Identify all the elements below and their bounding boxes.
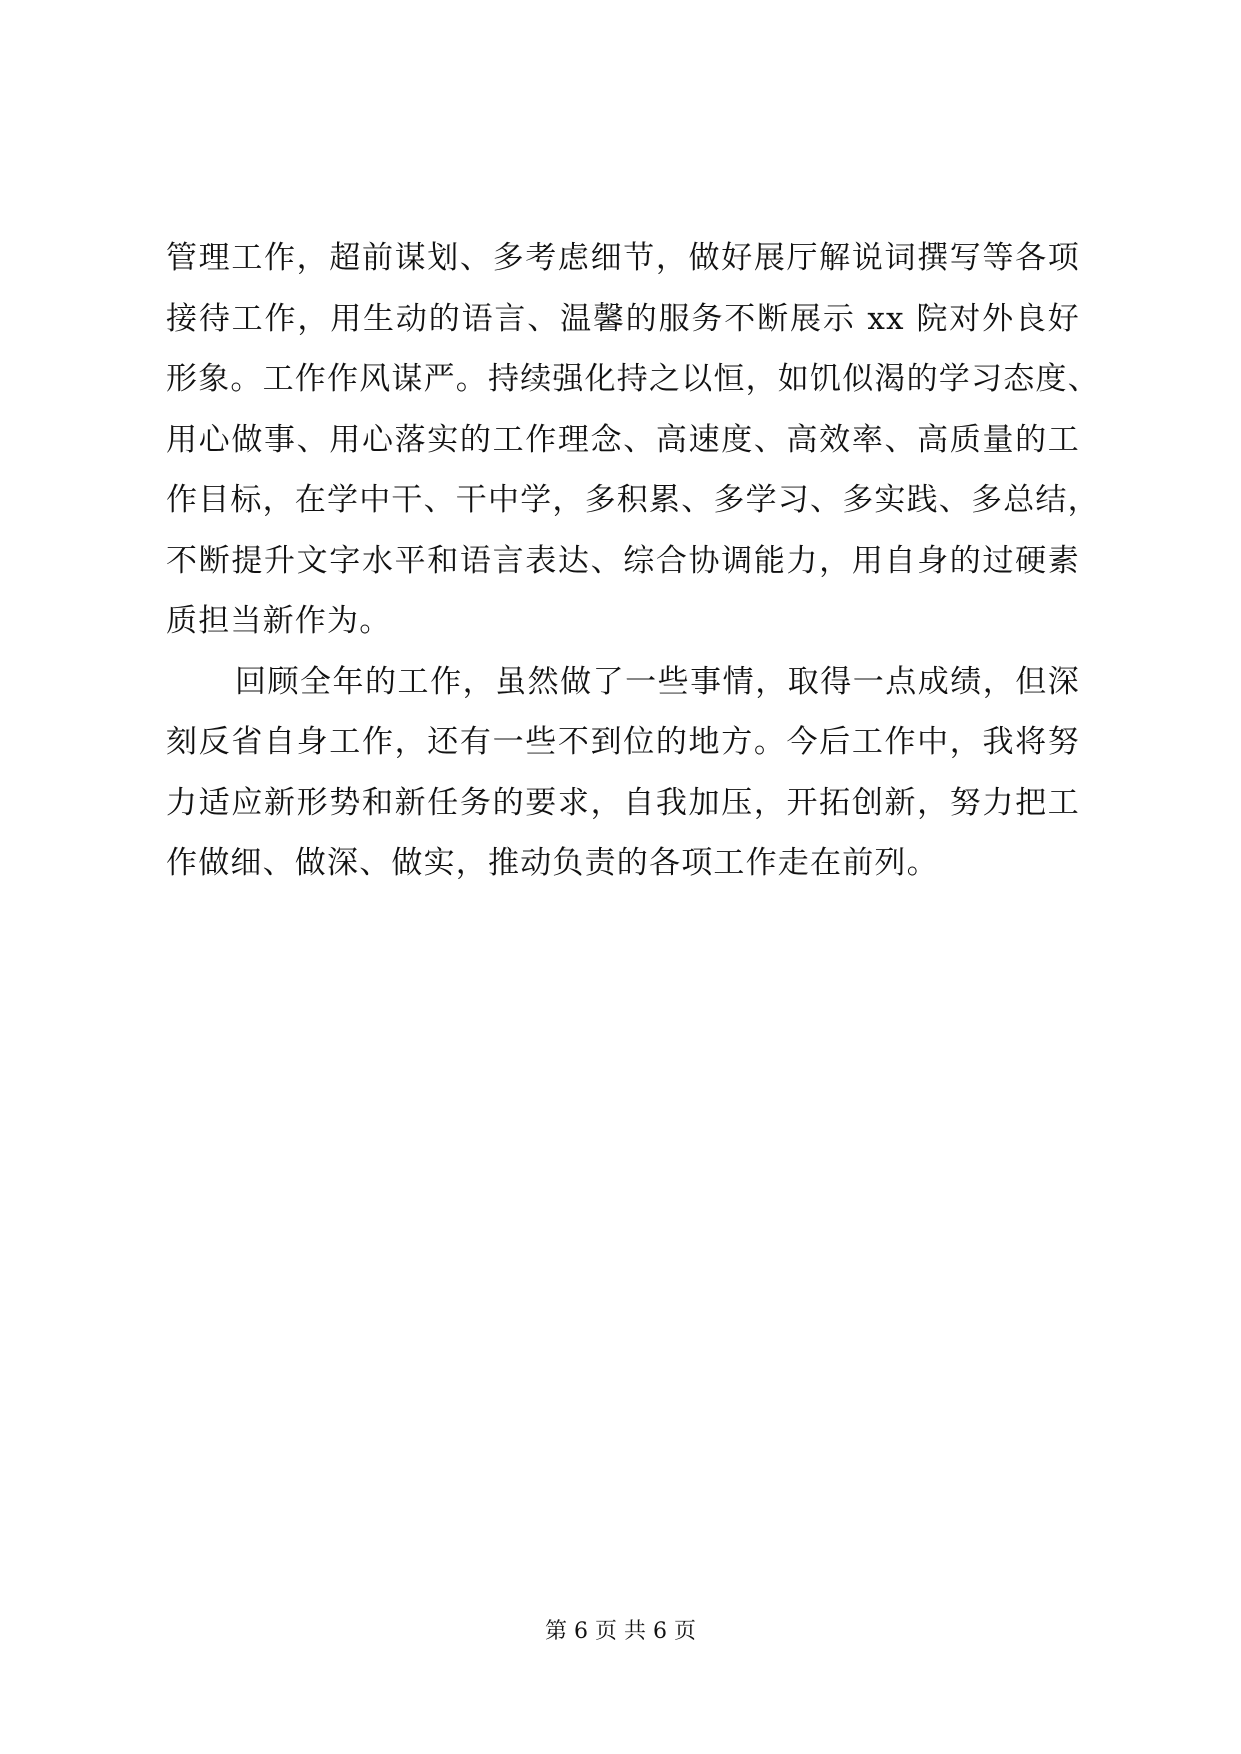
body-text (166, 228, 1100, 894)
text-line: 力适应新形势和新任务的要求，自我加压，开拓创新，努力把工 (166, 784, 1080, 821)
page-number-label: 第 6 页 共 6 页 (545, 1619, 696, 1644)
text-line: 形象。工作作风谋严。持续强化持之以恒，如饥似渴的学习态度、 (166, 361, 1100, 397)
text-line: 回顾全年的工作，虽然做了一些事情，取得一点成绩，但深 (235, 663, 1080, 700)
page-footer (0, 1617, 1241, 1647)
paragraph-1 (166, 228, 1100, 652)
text-line: 管理工作，超前谋划、多考虑细节，做好展厅解说词撰写等各项 (166, 240, 1080, 276)
text-line: 用心做事、用心落实的工作理念、高速度、高效率、高质量的工 (166, 421, 1080, 458)
text-line: 作做细、做深、做实，推动负责的各项工作走在前列。 (166, 845, 939, 881)
text-line: 接待工作，用生动的语言、温馨的服务不断展示 xx 院对外良好 (166, 300, 1080, 337)
paragraph-2 (166, 652, 1080, 894)
text-line: 不断提升文字水平和语言表达、综合协调能力，用自身的过硬素 (166, 542, 1080, 579)
text-line: 刻反省自身工作，还有一些不到位的地方。今后工作中，我将努 (166, 724, 1080, 760)
text-line: 作目标，在学中干、干中学，多积累、多学习、多实践、多总结， (166, 482, 1100, 518)
text-line: 质担当新作为。 (166, 603, 392, 639)
